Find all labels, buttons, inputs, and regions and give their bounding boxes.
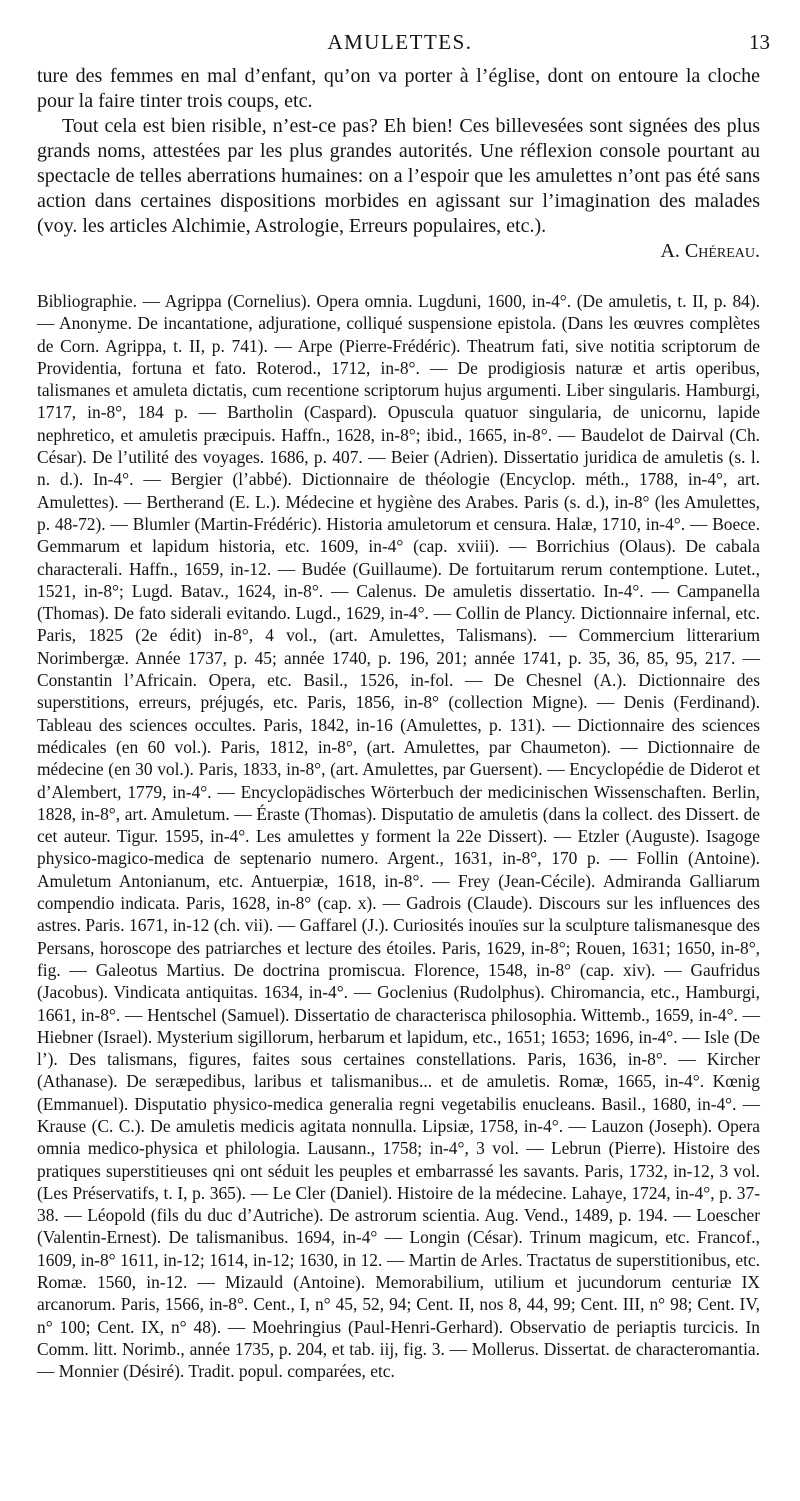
bibliography-text: Bibliographie. — Agrippa (Cornelius). Opera omnia. Lugduni, 1600, in-4°. (De amuletis, t. II, p. 84). — Anonyme. De incantatione, adjuratione, colliqué suspensione epistola. (Dans les œuvres complètes de Corn. Agrippa, t. II, p. 741). — Arpe (Pierre-Frédéric). Theatrum fati, sive notitia scriptorum de Providentia, fortuna et fato. Roterod., 1712, in-8°. — De prodigiosis naturæ et artis operibus, talismanes et amuleta dictatis, cum recentione scriptorum hujus argumenti. Liber singularis. Hamburgi, 1717, in-8°, 184 p. — Bartholin (Caspard). Opuscula quatuor singularia, de unicornu, lapide nephretico, et amuletis præcipuis. Haffn., 1628, in-8°; ibid., 1665, in-8°. — Baudelot de Dairval (Ch. César). De l’utilité des voyages. 1686, p. 407. — Beier (Adrien). Dissertatio juridica de amuletis (s. l. n. d.). In-4°. — Bergier (l’abbé). Dictionnaire de théologie (Encyclop. méth., 1788, in-4°, art. Amulettes). — Bertherand (E. L.). Médecine et hygiène des Arabes. Paris (s. d.), in-8° (les Amulettes, p. 48-72). — Blumler (Martin-Frédéric). Historia amuletorum et censura. Halæ, 1710, in-4°. — Boece. Gemmarum et lapidum historia, etc. 1609, in-4° (cap. xviii). — Borrichius (Olaus). De cabala characterali. Haffn., 1659, in-12. — Budée (Guillaume). De fortuitarum rerum contemptione. Lutet., 1521, in-8°; Lugd. Batav., 1624, in-8°. — Calenus. De amuletis dissertatio. In-4°. — Campanella (Thomas). De fato siderali evitando. Lugd., 1629, in-4°. — Collin de Plancy. Dictionnaire infernal, etc. Paris, 1825 (2e édit) in-8°, 4 vol., (art. Amulettes, Talismans). — Commercium litterarium Norimbergæ. Année 1737, p. 45; année 1740, p. 196, 201; année 1741, p. 35, 36, 85, 95, 217. — Constantin l’Africain. Opera, etc. Basil., 1526, in-fol. — De Chesnel (A.). Dictionnaire des superstitions, erreurs, préjugés, etc. Paris, 1856, in-8° (collection Migne). — Denis (Ferdinand). Tableau des sciences occultes. Paris, 1842, in-16 (Amulettes, p. 131). — Dictionnaire des sciences médicales (en 60 vol.). Paris, 1812, in-8°, (art. Amulettes, par Chaumeton). — Dictionnaire de médecine (en 30 vol.). Paris, 1833, in-8°, (art. Amulettes, par Guersent). — Encyclopédie de Diderot et d’Alembert, 1779, in-4°. — Encyclopädisches Wörterbuch der medicinischen Wissenschaften. Berlin, 1828, in-8°, art. Amuletum. — Éraste (Thomas). Disputatio de amuletis (dans la collect. des Dissert. de cet auteur. Tigur. 1595, in-4°. Les amulettes y forment la 22e Dissert). — Etzler (Auguste). Isagoge physico-magico-medica de septenario numero. Argent., 1631, in-8°, 170 p. — Follin (Antoine). Amuletum Antonianum, etc. Antuerpiæ, 1618, in-8°. — Frey (Jean-Cécile). Admiranda Galliarum compendio indicata. Paris, 1628, in-8° (cap. x). — Gadrois (Claude). Discours sur les influences des astres. Paris. 1671, in-12 (ch. vii). — Gaffarel (J.). Curiosités inouïes sur la sculpture talismanesque des Persans, horoscope des patriarches et lecture des étoiles. Paris, 1629, in-8°; Rouen, 1631; 1650, in-8°, fig. — Galeotus Martius. De doctrina promiscua. Florence, 1548, in-8° (cap. xiv). — Gaufridus (Jacobus). Vindicata antiquitas. 1634, in-4°. — Goclenius (Rudolphus). Chiromancia, etc., Hamburgi, 1661, in-8°. — Hentschel (Samuel). Dissertatio de characterisca philosophia. Wittemb., 1659, in-4°. — Hiebner (Israel). Mysterium sigillorum, herbarum et lapidum, etc., 1651; 1653; 1696, in-4°. — Isle (De l’). Des talismans, figures, faites sous certaines constellations. Paris, 1636, in-8°. — Kircher (Athanase). De seræpedibus, laribus et talismanibus... et de amuletis. Romæ, 1665, in-4°. Kœnig (Emmanuel). Disputatio physico-medica generalia regni vegetabilis enucleans. Basil., 1680, in-4°. — Krause (C. C.). De amuletis medicis agitata nonnulla. Lipsiæ, 1758, in-4°. — Lauzon (Joseph). Opera omnia medico-physica et philologia. Lausann., 1758; in-4°, 3 vol. — Lebrun (Pierre). Histoire des pratiques superstitieuses qni ont séduit les peuples et embarrassé les savants. Paris, 1732, in-12, 3 vol. (Les Préservatifs, t. I, p. 365). — Le Cler (Daniel). Histoire de la médecine. Lahaye, 1724, in-4°, p. 37-38. — Léopold (fils du duc d’Autriche). De astrorum scientia. Aug. Vend., 1489, p. 194. — Loescher (Valentin-Ernest). De talismanibus. 1694, in-4° — Longin (César). Trinum magicum, etc. Francof., 1609, in-8° 1611, in-12; 1614, in-12; 1630, in 12. — Martin de Arles. Tractatus de superstitionibus, etc. Romæ. 1560, in-12. — Mizauld (Antoine). Memorabilium, utilium et jucundorum centuriæ IX arcanorum. Paris, 1566, in-8°. Cent., I, n° 45, 52, 94; Cent. II, nos 8, 44, 99; Cent. III, n° 98; Cent. IV, n° 100; Cent. IX, n° 48). — Moehringius (Paul-Henri-Gerhard). Observatio de periaptis turcicis. In Comm. litt. Norimb., année 1735, p. 204, et tab. iij, fig. 3. — Mollerus. Dissertat. de characteromantia. — Monnier (Désiré). Tradit. popul. comparées, etc. [37, 291, 760, 1382]
body-paragraph: Tout cela est bien risible, n’est-ce pas? Eh bien! Ces billevesées sont signées des plus grands noms, attestées par les plus grandes autorités. Une réflexion console pourtant au spectacle de telles aberrations humaines: on a l’espoir que les amulettes n’ont pas été sans action dans certaines dispositions morbides en agissant sur l’imagination des malades (voy. les articles Alchimie, Astrologie, Erreurs populaires, etc.). [37, 115, 760, 237]
author-signature: A. Chéreau. [660, 240, 760, 262]
page-number: 13 [749, 30, 770, 54]
article-body [37, 64, 760, 264]
bibliography-section [37, 290, 760, 1383]
running-title: AMULETTES. [327, 30, 473, 54]
body-paragraph: ture des femmes en mal d’enfant, qu’on va porter à l’église, dont on entoure la cloche pour la faire tinter trois coups, etc. [37, 65, 760, 112]
